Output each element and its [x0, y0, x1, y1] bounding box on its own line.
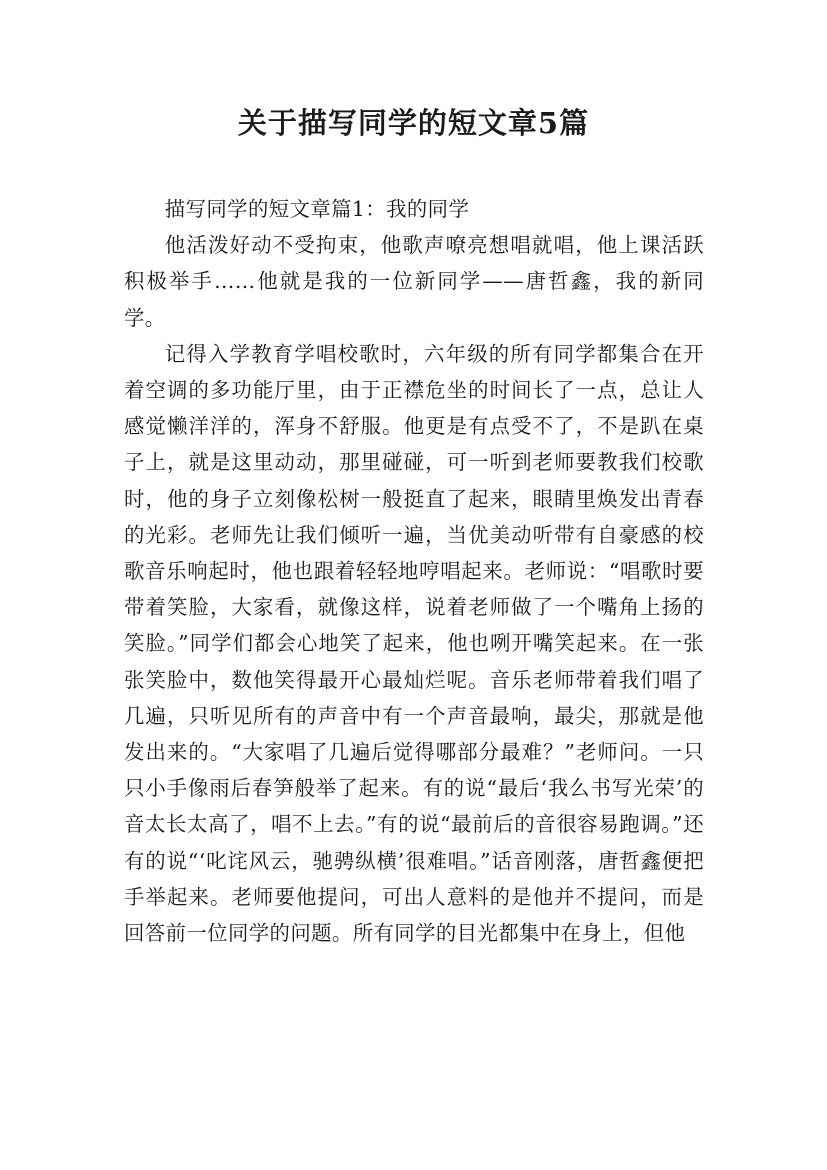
document-title: 关于描写同学的短文章5篇: [237, 106, 590, 140]
section-heading: 描写同学的短文章篇1：我的同学: [164, 197, 470, 221]
document-body: [124, 191, 704, 951]
paragraph: 他活泼好动不受拘束，他歌声嘹亮想唱就唱，他上课活跃积极举手……他就是我的一位新同学——唐哲鑫，我的新同学。: [124, 233, 704, 330]
paragraph: 记得入学教育学唱校歌时，六年级的所有同学都集合在开着空调的多功能厅里，由于正襟危坐的时间长了一点，总让人感觉懒洋洋的，浑身不舒服。他更是有点受不了，不是趴在桌子上，就是这里动动，那里碰碰，可一听到老师要教我们校歌时，他的身子立刻像松树一般挺直了起来，眼睛里焕发出青春的光彩。老师先让我们倾听一遍，当优美动听带有自豪感的校歌音乐响起时，他也跟着轻轻地哼唱起来。老师说：“唱歌时要带着笑脸，大家看，就像这样，说着老师做了一个嘴角上扬的笑脸。”同学们都会心地笑了起来，他也咧开嘴笑起来。在一张张笑脸中，数他笑得最开心最灿烂呢。音乐老师带着我们唱了几遍，只听见所有的声音中有一个声音最响，最尖，那就是他发出来的。“大家唱了几遍后觉得哪部分最难？”老师问。一只只小手像雨后春笋般举了起来。有的说“最后‘我么书写光荣’的音太长太高了，唱不上去。”有的说“最前后的音很容易跑调。”还有的说“‘叱诧风云，驰骋纵横’很难唱。”话音刚落，唐哲鑫便把手举起来。老师要他提问，可出人意料的是他并不提问，而是回答前一位同学的问题。所有同学的目光都集中在身上，但他: [124, 341, 704, 946]
